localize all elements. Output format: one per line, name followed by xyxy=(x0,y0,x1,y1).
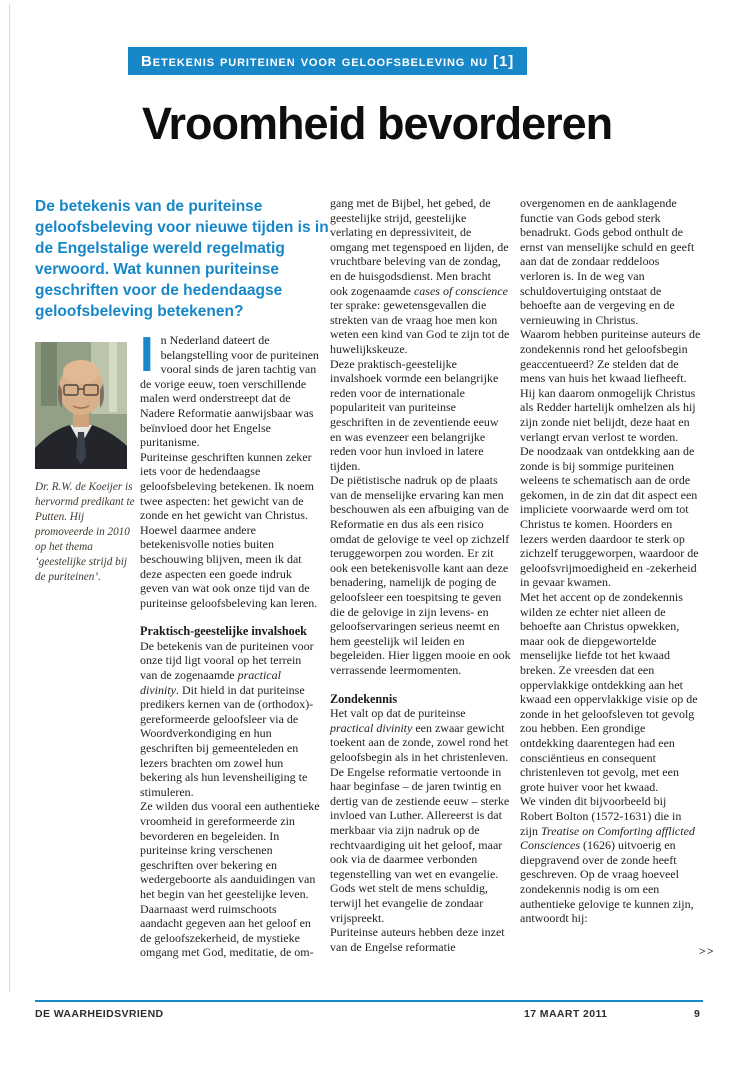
series-banner-label: Betekenis puriteinen voor geloofsbeleving nu [1] xyxy=(141,52,515,70)
text-run: De betekenis van de puriteinen voor onze tijd ligt vooral op het terrein van de zogenaamde xyxy=(140,638,314,683)
article-paragraph xyxy=(520,196,701,327)
article-paragraph xyxy=(330,196,511,357)
article-paragraph xyxy=(140,450,321,611)
article-column-1 xyxy=(140,328,321,960)
text-run: Zondekennis xyxy=(330,691,398,706)
text-run: een zwaar gewicht toekent aan de zonde, zowel rond het geloofsbegin als in het christenleven. De Engelse reformatie vertoonde in haar beginfase – de jaren twintig en dertig van de zestiende eeuw – sterke invloed van Luther. Allereerst is dat merkbaar via zijn nadruk op de rechtvaardiging uit het geloof, maar ook via de daarmee verbonden tegenstelling van wet en evangelie. Gods wet stelt de mens schuldig, terwijl het evangelie de zondaar vrijspreekt. xyxy=(330,720,510,925)
article-paragraph xyxy=(330,925,511,954)
text-run: Puriteinse auteurs hebben deze inzet van de Engelse reformatie xyxy=(330,925,505,954)
article-paragraph xyxy=(330,706,511,925)
article-paragraph xyxy=(140,799,321,960)
text-run: . Dit hield in dat puriteinse predikers kernen van de (orthodox)-gereformeerde geloofsleer via de Woordverkondiging en hun geschriften bij gemeenteleden en lezers brachten om zowel hun bekering als hun levensheiliging te stimuleren. xyxy=(140,682,314,799)
text-run: We vinden dit bijvoorbeeld bij Robert Bolton (1572-1631) die in zijn xyxy=(520,794,682,838)
footer-page-number: 9 xyxy=(694,1008,701,1020)
text-run: Waarom hebben puriteinse auteurs de zondekennis rond het geloofsbegin geaccentueerd? Ze stelden dat de mens van huis het kwaad liefheeft. Hij kan daarom onmogelijk Christus als Redder hartelijk omhelzen als hij zijn zonde niet belijdt, deze haat en verlangt ervan verlost te worden. xyxy=(520,327,701,444)
photo-caption: Dr. R.W. de Koeijer is hervormd predikant te Putten. Hij promoveerde in 2010 op het thema ‘geestelijke strijd bij de puriteinen’. xyxy=(35,481,135,583)
continued-marker: >> xyxy=(699,944,715,958)
text-run: Het valt op dat de puriteinse xyxy=(330,706,466,721)
article-column-2 xyxy=(330,196,511,954)
text-run: Met het accent op de zondekennis wilden ze echter niet alleen de behoefte aan Christus opwekken, maar ook de diepgewortelde menselijke liefde tot het kwaad breken. Ze vreesden dat een oppervlakkige ontdekking aan het kwaad een oppervlakkige visie op de zonde in het geloofsleven tot gevolg zou hebben. Een grondige ontdekking daarentegen had een consciëntieus en consequent christenleven tot gevolg, met een grote huiver voor het kwaad. xyxy=(520,590,698,794)
series-banner xyxy=(128,47,527,75)
portrait-image xyxy=(35,342,127,469)
italic-phrase: practical divinity xyxy=(140,668,281,697)
section-heading xyxy=(330,692,511,707)
drop-cap: I xyxy=(140,328,154,382)
article-paragraph xyxy=(330,357,511,474)
article-paragraph xyxy=(140,639,321,800)
footer xyxy=(0,1008,738,1024)
article-column-3 xyxy=(520,196,701,926)
text-run: gang met de Bijbel, het gebed, de geestelijke strijd, geestelijke verlating en depressiviteit, de omgang met tegenspoed en lijden, de vruchtbare beleving van de zondag, en de huisgodsdienst. Men bracht ook zogenaamde xyxy=(330,196,509,298)
article-paragraph xyxy=(140,328,321,450)
author-photo xyxy=(35,342,127,469)
page-title: Vroomheid bevorderen xyxy=(142,98,613,149)
text-run: Praktisch-geestelijke invalshoek xyxy=(140,624,307,639)
text-run: Puriteinse geschriften kunnen zeker iets voor de hedendaagse geloofsbeleving betekenen. Ik noem twee aspecten: het gewicht van de zonde en het gewicht van Christus. Hoewel daarmee andere betekenisvolle noties buiten beschouwing blijven, meen ik dat deze aspecten een goede indruk geven van wat ook onze tijd van de puriteinse geloofsbeleving kan leren. xyxy=(140,449,318,610)
text-run: De noodzaak van ontdekking aan de zonde is bij sommige puriteinen weleens te schematisch aan de orde gekomen, in de zin dat dit aspect een impliciete voorwaarde werd om tot Christus te komen. Hoorders en lezers werden daardoor te sterk op zichzelf teruggeworpen, waardoor de geloofsvrijmoedigheid en -zekerheid in gevaar kwamen. xyxy=(520,444,699,590)
footer-publication: DE WAARHEIDSVRIEND xyxy=(35,1008,164,1020)
italic-phrase: practical divinity xyxy=(330,720,413,735)
text-run: ter sprake: gewetensgevallen die strekten van de vraag hoe men kon weten een kind van God te zijn tot de huwelijkskeuze. xyxy=(330,298,510,356)
page-edge-line xyxy=(9,4,10,992)
article-paragraph xyxy=(520,590,701,794)
text-run: n Nederland dateert de belangstelling voor de puriteinen vooral sinds de jaren tachtig van de vorige eeuw, toen verschillende malen werd onderstreept dat de Nadere Reformatie aanwijsbaar was beïnvloed door het Engelse puritanisme. xyxy=(140,333,319,450)
article-paragraph xyxy=(520,444,701,590)
article-paragraph xyxy=(330,473,511,677)
text-run: (1626) uitvoerig en diepgravend over de zonde heeft geschreven. Op de vraag hoeveel zondekennis nodig is om een authentieke gelovige te kunnen zijn, antwoordt hij: xyxy=(520,838,694,926)
text-run: De piëtistische nadruk op de plaats van de menselijke ervaring kan men beschouwen als een afbuiging van de Reformatie en dus als een risico omdat de gelovige te veel op zichzelf teruggeworpen zou worden. Er zit ook een betekenisvolle kant aan deze benadering, namelijk de poging de geloofsleer een toespitsing te geven die de gelovige in zijn levens- en geloofservaringen serieus neemt en hem geestelijk wil leiden en begeleiden. Hier liggen mooie en ook verrassende leermomenten. xyxy=(330,473,511,677)
intro-paragraph: De betekenis van de puriteinse geloofsbeleving voor nieuwe tijden is in de Engelstalige wereld regelmatig verwoord. Wat kunnen puriteinse geschriften voor de hedendaagse geloofsbeleving betekenen? xyxy=(35,198,329,320)
text-run: overgenomen en de aanklagende functie van Gods gebod sterk benadrukt. Gods gebod onthult de ernst van menselijke schuld en geeft aan dat de zondaar reddeloos verloren is. In de weg van schuldovertuiging ontstaat de behoefte aan de vergeving en de vernieuwing in Christus. xyxy=(520,196,695,327)
footer-date: 17 MAART 2011 xyxy=(524,1008,608,1020)
text-run: Ze wilden dus vooral een authentieke vroomheid in gereformeerde zin bevorderen en begeleiden. In puriteinse kring verschenen geschriften over bekering en wedergeboorte als aanduidingen van het begin van het geestelijke leven. Daarnaast werd ruimschoots aandacht gegeven aan het geloof en de geloofszekerheid, de mystieke omgang met God, meditatie, de om- xyxy=(140,799,320,960)
article-paragraph xyxy=(520,794,701,925)
italic-phrase: cases of conscience xyxy=(413,283,508,298)
section-heading xyxy=(140,624,321,639)
text-run: Deze praktisch-geestelijke invalshoek vormde een belangrijke reden voor de internationale populariteit van puriteinse geschriften in de zeventiende eeuw en was evenzeer een belangrijke reden voor hun invloed in latere tijden. xyxy=(330,356,499,473)
article-paragraph xyxy=(520,327,701,444)
footer-rule xyxy=(35,1000,703,1002)
italic-phrase: Treatise on Comforting afflicted Consciences xyxy=(520,823,695,853)
